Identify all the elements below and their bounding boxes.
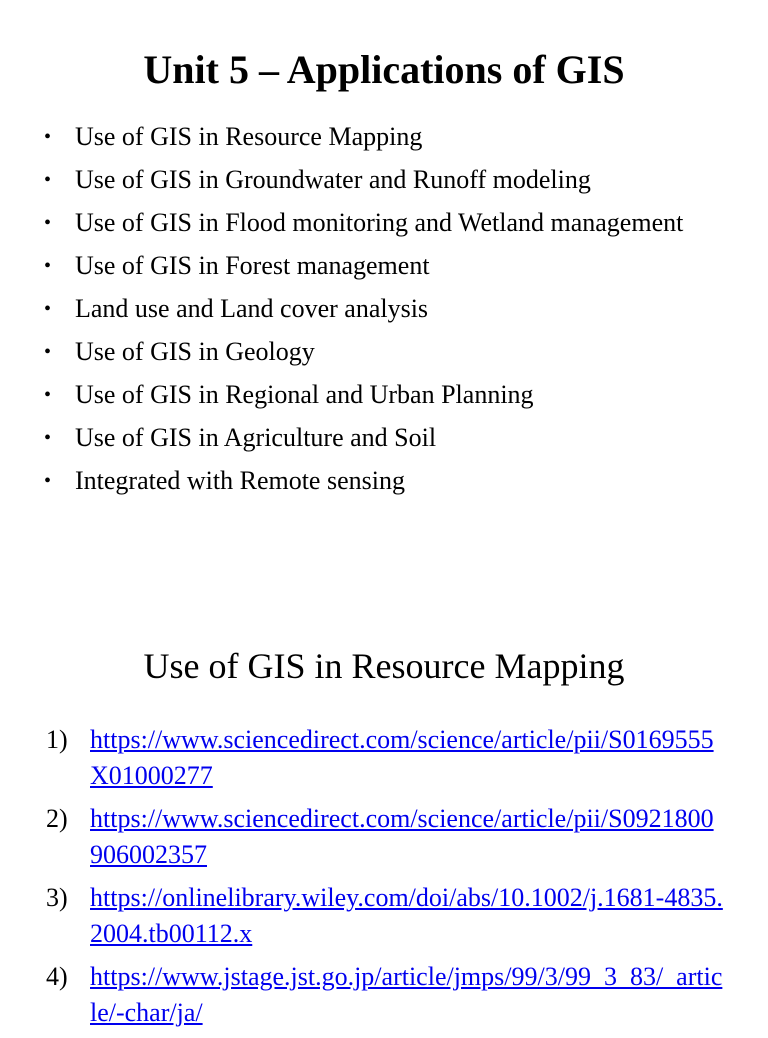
bullet-icon: • [44,126,52,148]
list-item [44,463,722,499]
list-item-text: Land use and Land cover analysis [75,294,429,323]
reference-number: 3) [46,883,68,912]
bullet-icon: • [44,384,52,406]
reference-link[interactable]: https://www.sciencedirect.com/science/article/pii/S0169555X01000277 [90,725,714,790]
bullet-icon: • [44,470,52,492]
bullet-icon: • [44,298,52,320]
bullet-icon: • [44,255,52,277]
list-item-text: Use of GIS in Resource Mapping [75,122,423,151]
reference-item [46,880,726,952]
reference-list [46,722,726,1038]
list-item [44,334,722,370]
list-item-text: Use of GIS in Agriculture and Soil [75,423,437,452]
list-item [44,377,722,413]
list-item [44,162,722,198]
list-item-text: Use of GIS in Forest management [75,251,430,280]
bullet-icon: • [44,169,52,191]
list-item [44,119,722,155]
reference-link[interactable]: https://www.jstage.jst.go.jp/article/jmps/99/3/99_3_83/_article/-char/ja/ [90,962,723,1027]
list-item [44,205,722,241]
list-item [44,248,722,284]
reference-number: 1) [46,725,68,754]
reference-number: 4) [46,962,68,991]
reference-link[interactable]: https://onlinelibrary.wiley.com/doi/abs/10.1002/j.1681-4835.2004.tb00112.x [90,883,723,948]
reference-number: 2) [46,804,68,833]
bullet-icon: • [44,212,52,234]
bullet-icon: • [44,427,52,449]
slide-title: Unit 5 – Applications of GIS [143,47,625,92]
reference-item [46,722,726,794]
list-item-text: Integrated with Remote sensing [75,466,405,495]
reference-item [46,801,726,873]
list-item-text: Use of GIS in Regional and Urban Planning [75,380,534,409]
reference-item [46,959,726,1031]
bullet-icon: • [44,341,52,363]
list-item [44,291,722,327]
applications-list [44,119,722,506]
list-item [44,420,722,456]
list-item-text: Use of GIS in Geology [75,337,315,366]
reference-link[interactable]: https://www.sciencedirect.com/science/article/pii/S0921800906002357 [90,804,714,869]
section-title: Use of GIS in Resource Mapping [143,646,625,686]
list-item-text: Use of GIS in Groundwater and Runoff modeling [75,165,591,194]
list-item-text: Use of GIS in Flood monitoring and Wetland management [75,208,684,237]
